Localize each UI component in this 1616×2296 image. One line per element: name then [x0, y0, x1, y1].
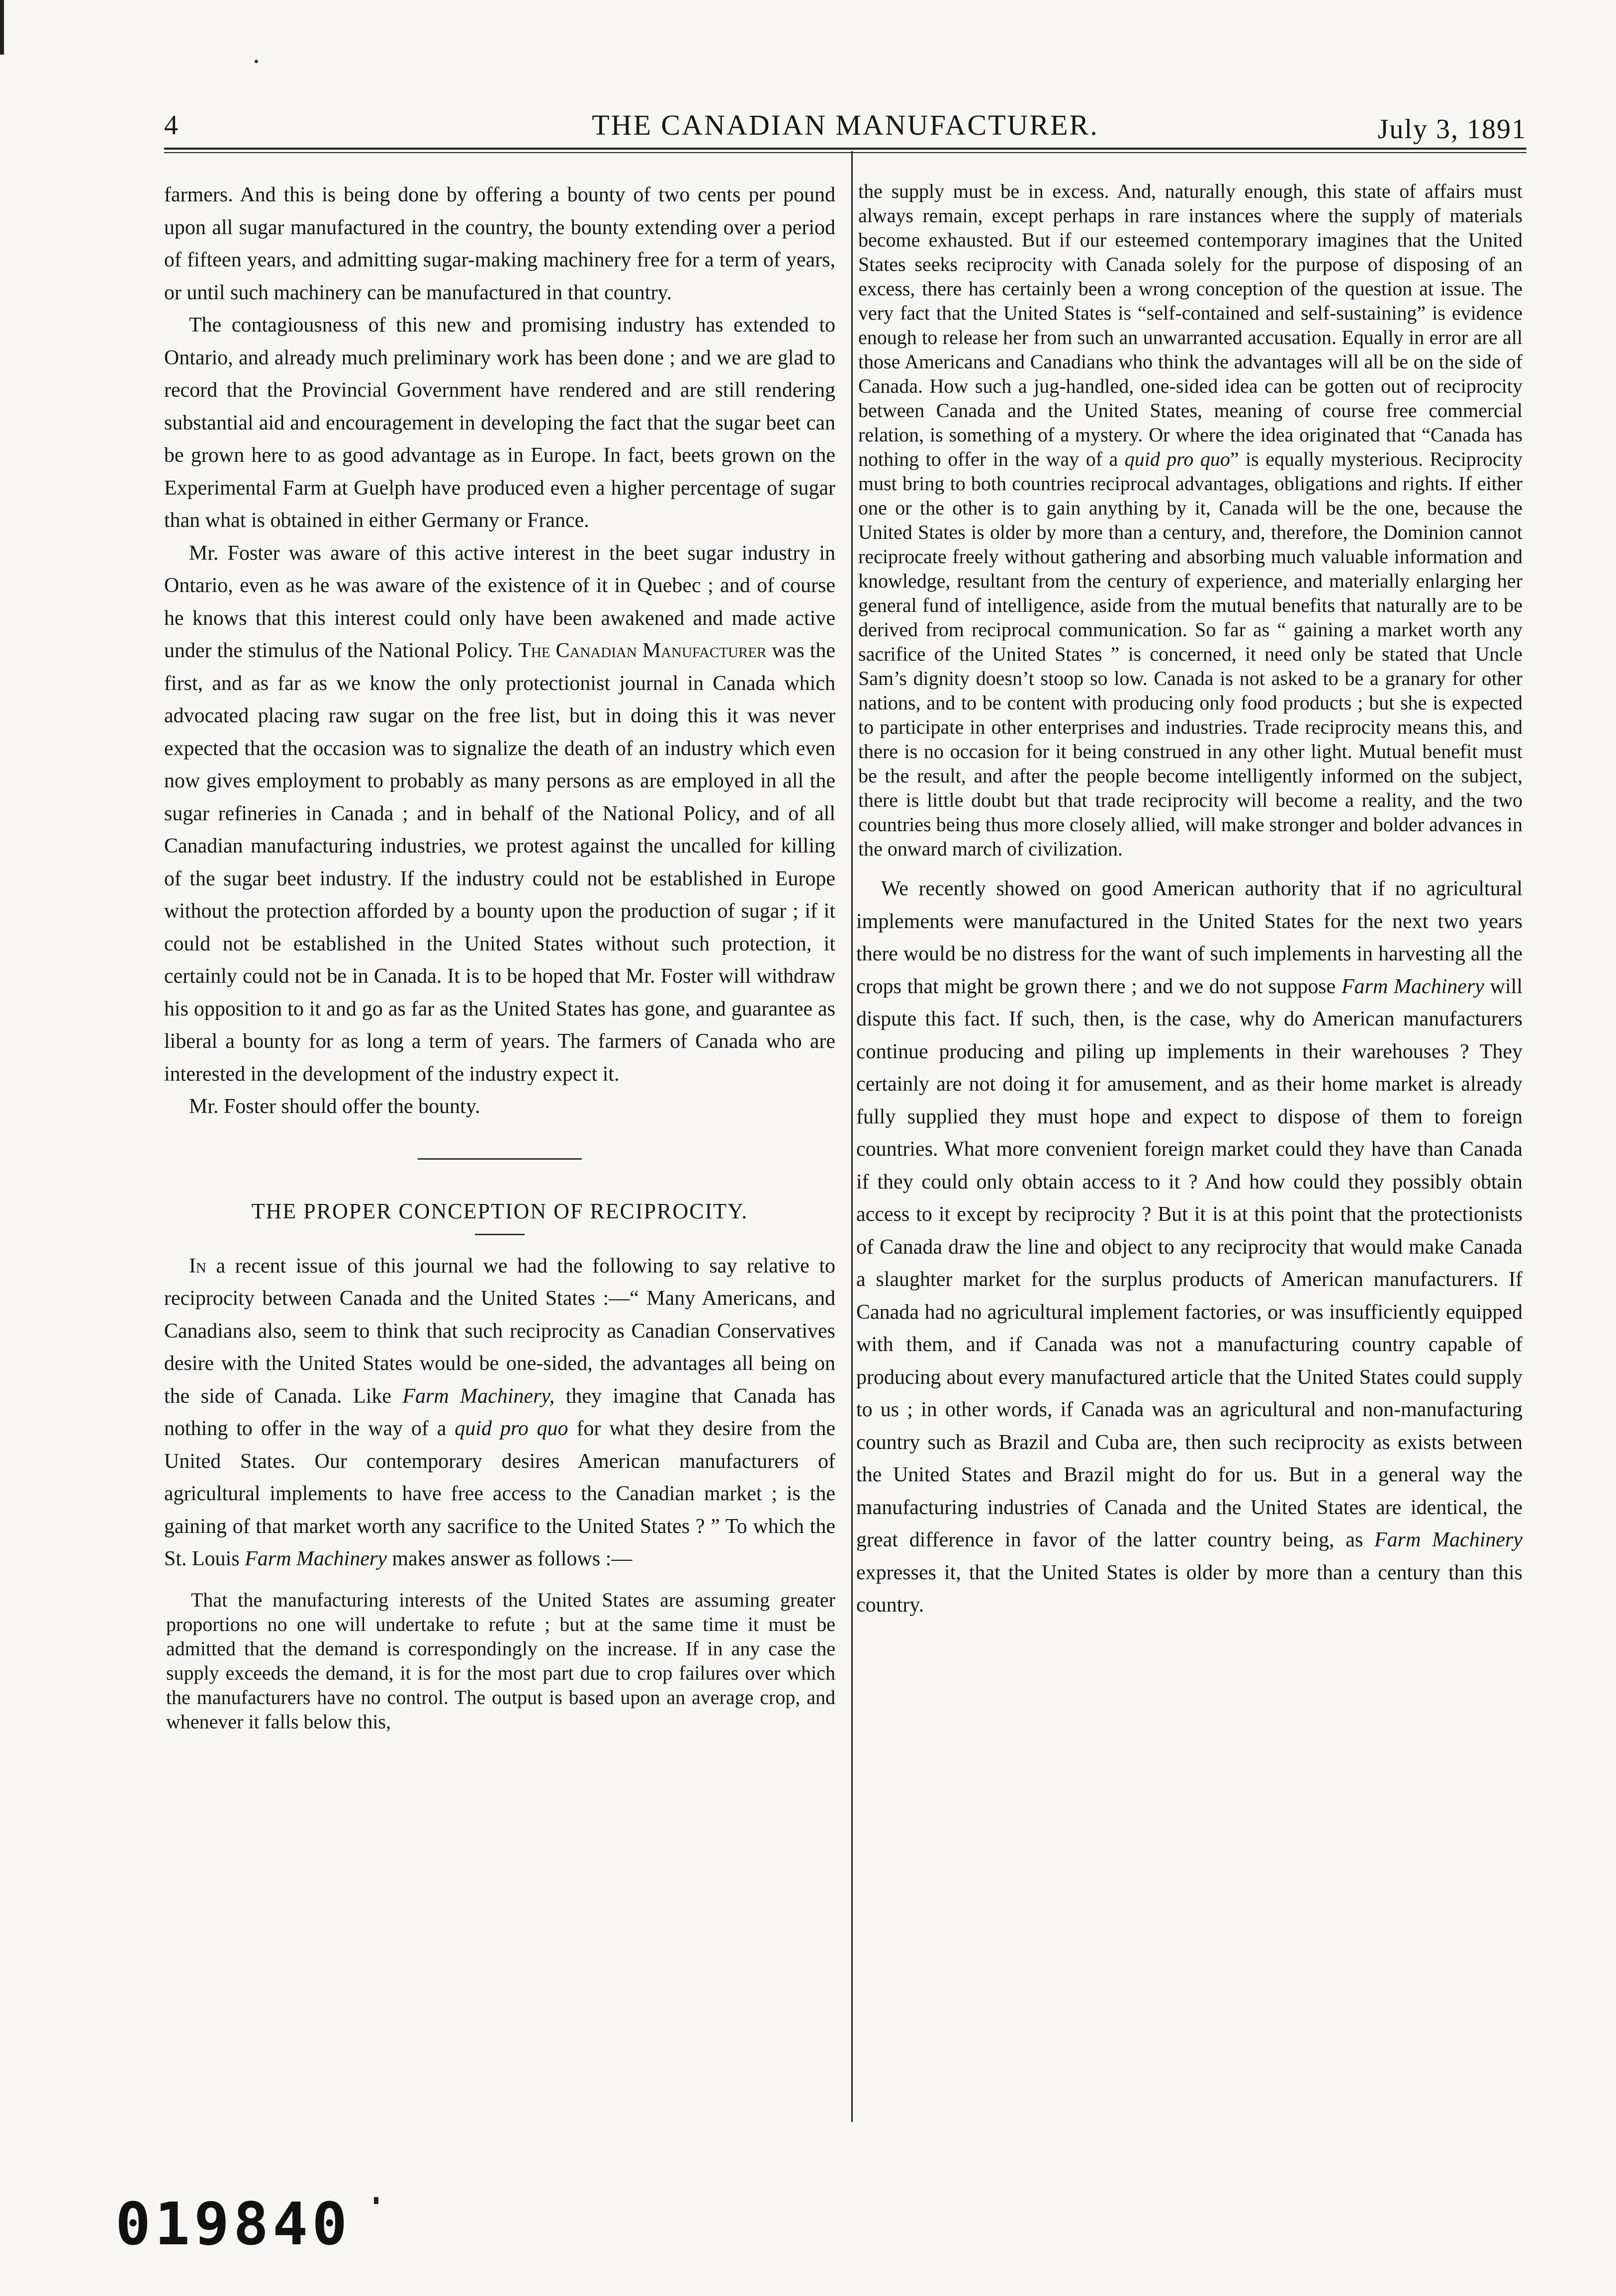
heading-underline [475, 1234, 525, 1235]
paragraph-american-authority-part3: expresses it, that the United States is older by more than a century than this country. [856, 1561, 1523, 1616]
archive-serial-number: 019840 [115, 2190, 352, 2258]
journal-name: The Canadian Manufacturer [518, 639, 767, 662]
right-column [856, 179, 1523, 1622]
column-divider [851, 151, 853, 2122]
farm-machinery-title: Farm Machinery [1341, 975, 1484, 998]
quid-pro-quo-phrase: quid pro quo [454, 1417, 568, 1440]
ink-speck [255, 60, 258, 63]
farm-machinery-title: Farm Machinery [1374, 1529, 1523, 1551]
paragraph-recent-issue-part2: they imagine that Canada has nothing to offer in the way of a [164, 1384, 836, 1440]
quoted-reply-continued [858, 179, 1523, 861]
paragraph-sugar-bounty: farmers. And this is being done by offering a bounty of two cents per pound upon all sugar manufactured in the country, the bounty extending over a period of fifteen years, and admitting sugar-making machinery free for a term of years, or until such machinery can be manufactured in that country. [164, 183, 835, 304]
quoted-reply-start: That the manufacturing interests of the United States are assuming greater proportions no one will undertake to refute ; but at the same time it must be admitted that the demand is correspondingly on the increase. If in any case the supply exceeds the demand, it is for the most part due to crop failures over which the manufacturers have no control. The output is based upon an average crop, and whenever it falls below this, [166, 1588, 835, 1733]
issue-date: July 3, 1891 [1377, 114, 1526, 145]
paragraph-ontario-industry: The contagiousness of this new and promising industry has extended to Ontario, and already much preliminary work has been done ; and we are glad to record that the Provincial Government have rendered and are still rendering substantial aid and encouragement in developing the fact that the sugar beet can be grown here to as good advantage as in Europe. In fact, beets grown on the Experimental Farm at Guelph have produced even a higher percentage of sugar than what is obtained in either Germany or France. [164, 314, 835, 532]
quoted-reply-part1: the supply must be in excess. And, naturally enough, this state of affairs must always remain, except perhaps in rare instances where the supply of materials become exhausted. But if our esteemed contemporary imagines that the United States seeks reciprocity with Canada solely for the purpose of disposing of an excess, there has certainly been a wrong conception of the question at issue. The very fact that the United States is “self-contained and self-sustaining” is evidence enough to release her from such an unwarranted accusation. Equally in error are all those Americans and Canadians who think the advantages will all be on the side of Canada. How such a jug-handled, one-sided idea can be gotten out of reciprocity between Canada and the United States, meaning of course free commercial relation, is something of a mystery. Or where the idea originated that “Canada has nothing to offer in the way of a [858, 180, 1523, 470]
masthead-title: THE CANADIAN MANUFACTURER. [592, 109, 1099, 141]
quid-pro-quo-phrase: quid pro quo [1124, 448, 1230, 470]
paragraph-recent-issue-part1: a recent issue of this journal we had the following to say relative to reciprocity between Canada and the United States :—“ Many Americans, and Canadians also, seem to think that such reciprocity as Canadian Conservatives desire with the United States would be one-sided, the advantages all being on the side of Canada. Like [164, 1254, 836, 1408]
ink-mark [374, 2197, 378, 2204]
paragraph-offer-bounty: Mr. Foster should offer the bounty. [189, 1095, 480, 1118]
spacer [856, 861, 1523, 873]
paragraph-mr-foster-part2: was the first, and as far as we know the only protectionist journal in Canada which advocated placing raw sugar on the free list, but in doing this it was never expected that the occasion was to signalize the death of an industry which even now gives employment to probably as many persons as are employed in all the sugar refineries in Canada ; and in behalf of the National Policy, and of all Canadian manufacturing industries, we protest against the uncalled for killing of the sugar beet industry. If the industry could not be established in Europe without the protection afforded by a bounty upon the production of sugar ; if it could not be established in the United States without such protection, it certainly could not be in Canada. It is to be hoped that Mr. Foster will withdraw his opposition to it and go as far as the United States has gone, and guarantee as liberal a bounty for as long a term of years. The farmers of Canada who are interested in the development of the industry expect it. [164, 639, 836, 1086]
farm-machinery-title: Farm Machinery, [402, 1384, 555, 1408]
paragraph-american-authority-part2: will dispute this fact. If such, then, is the case, why do American manufacturers continue producing and piling up implements in their warehouses ? They certainly are not doing it for amusement, and as their home market is already fully supplied they must hope and expect to dispose of them to foreign countries. What more convenient foreign market could they have than Canada if they could only obtain access to it ? And how could they possibly obtain access to it except by reciprocity ? But it is at this point that the protectionists of Canada draw the line and object to any reciprocity that would make Canada a slaughter market for the surplus products of American manufacturers. If Canada had no agricultural implement factories, or was insufficiently equipped with them, and if Canada was not a manufacturing country capable of producing about every manufactured article that the United States could supply to us ; in other words, if Canada was an agricultural and non-manufacturing country such as Brazil and Cuba are, then such reciprocity as exists between the United States and Brazil might do for us. But in a general way the manufacturing industries of Canada and the United States are identical, the great difference in favor of the latter country being, as [856, 975, 1523, 1551]
paragraph-mr-foster-part1: Mr. Foster was aware of this active interest in the beet sugar industry in Ontario, even as he was aware of the existence of it in Quebec ; and of course he knows that this interest could only have been awakened and made active under the stimulus of the National Policy. [164, 541, 835, 662]
page-edge-mark [0, 0, 4, 55]
paragraph-recent-issue-part3: for what they desire from the United States. Our contemporary desires American manufacturers of agricultural implements to have free access to the Canadian market ; is the gaining of that market worth any sacrifice to the United States ? ” To which the St. Louis [164, 1417, 835, 1570]
header-rule-top [164, 148, 1526, 150]
section-separator [418, 1158, 582, 1160]
paragraph-american-authority [856, 873, 1523, 1622]
page-header [164, 94, 1526, 149]
paragraph-mr-foster [164, 537, 835, 1091]
drop-lead-word: In [189, 1254, 206, 1277]
header-rule-bottom [164, 152, 1526, 153]
section-heading: THE PROPER CONCEPTION OF RECIPROCITY. [251, 1198, 748, 1223]
spacer [164, 1576, 835, 1588]
left-column [164, 179, 835, 1734]
paragraph-recent-issue-part4: makes answer as follows :— [392, 1547, 632, 1570]
page-number: 4 [164, 110, 178, 141]
paragraph-american-authority-part1: We recently showed on good American authority that if no agricultural implements were manufactured in the United States for the next two years there would be no distress for the want of such implements in harvesting all the crops that might be grown there ; and we do not suppose [856, 877, 1523, 998]
paragraph-recent-issue [164, 1250, 835, 1576]
farm-machinery-title: Farm Machinery [245, 1547, 387, 1570]
quoted-reply-part2: ” is equally mysterious. Reciprocity must bring to both countries reciprocal advantages, obligations and rights. If either one or the other is to gain anything by it, Canada will be the one, because the United States is older by more than a century, and, therefore, the Dominion cannot reciprocate freely without gathering and absorbing much valuable information and knowledge, resultant from the century of experience, and materially enlarging her general fund of intelligence, aside from the mutual benefits that naturally are to be derived from reciprocal communication. So far as “ gaining a market worth any sacrifice of the United States ” is concerned, it need only be stated that Uncle Sam’s dignity doesn’t stoop so low. Canada is not asked to be a granary for other nations, and to be content with producing only food products ; but she is expected to participate in other enterprises and industries. Trade reciprocity means this, and there is no occasion for it being construed in any other light. Mutual benefit must be the result, and after the people become intelligently informed on the subject, there is little doubt but that trade reciprocity will become a reality, and the two countries being thus more closely allied, will make stronger and bolder advances in the onward march of civilization. [858, 448, 1523, 860]
